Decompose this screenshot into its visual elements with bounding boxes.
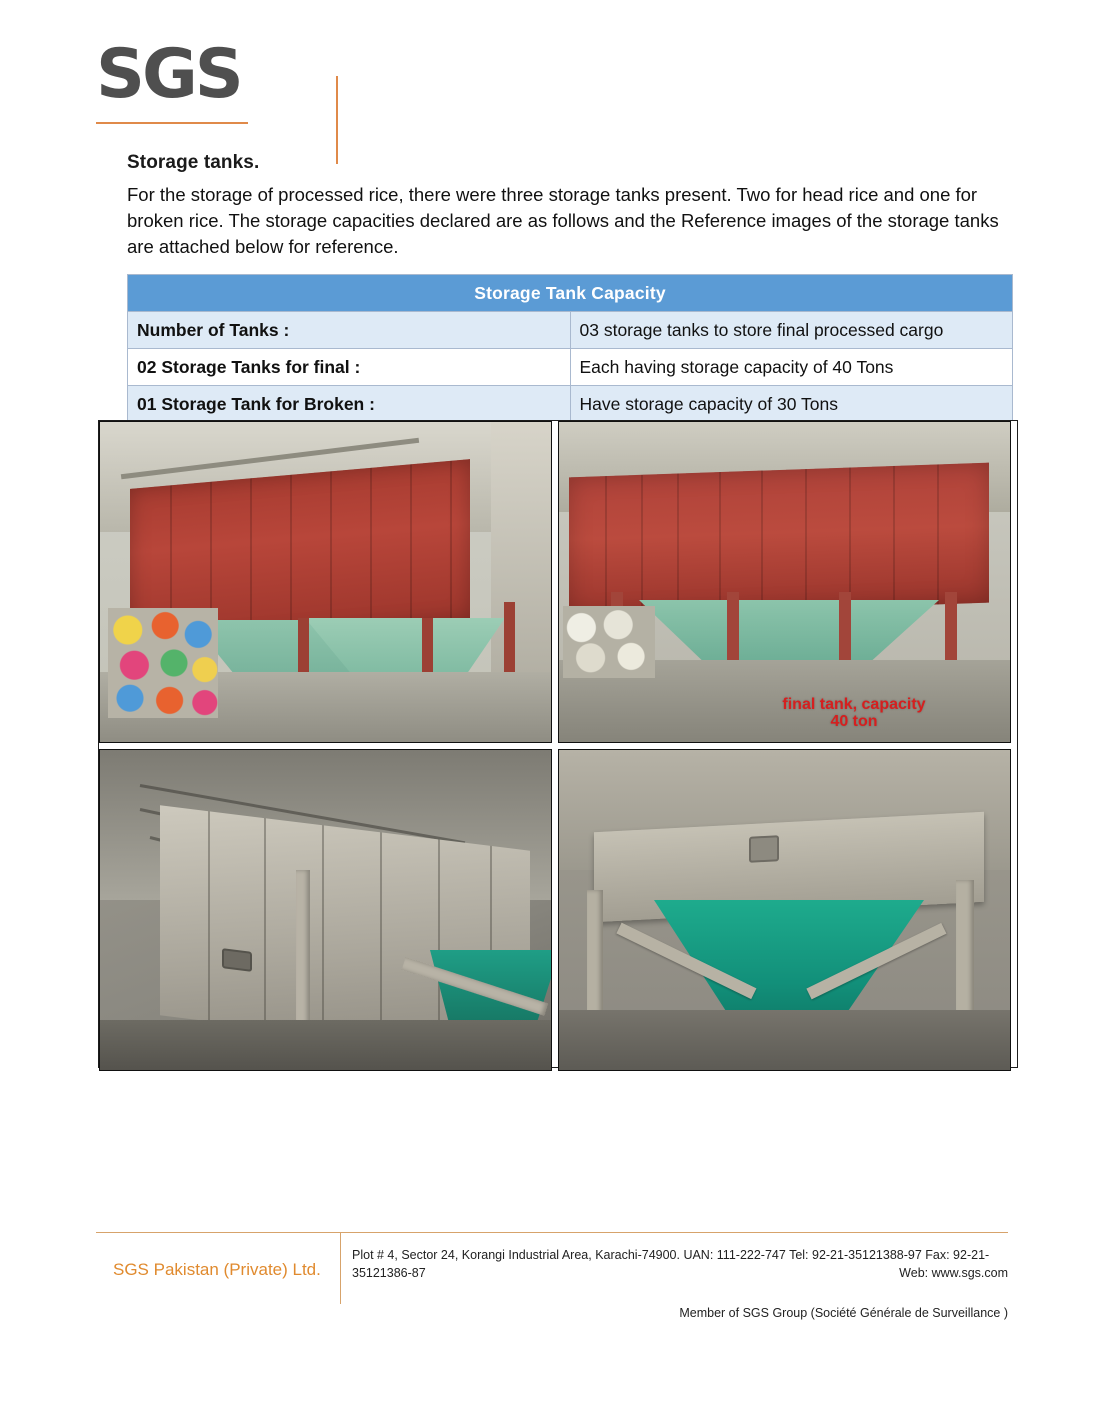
table-cell-label: 01 Storage Tank for Broken : (128, 386, 571, 423)
photo-red-storage-tank-left (99, 421, 552, 743)
footer-website: Web: www.sgs.com (899, 1266, 1008, 1280)
section-paragraph: For the storage of processed rice, there were three storage tanks present. Two for head rice and one for broken rice. The storage capacities declared are as follows and the Reference images of the storage tanks are attached below for reference. (127, 184, 999, 257)
sgs-logo-text: SGS (96, 35, 241, 114)
footer-membership-note: Member of SGS Group (Société Générale de Surveillance ) (679, 1306, 1008, 1320)
stacked-rice-sacks (563, 606, 655, 678)
table-cell-value: 03 storage tanks to store final processed cargo (570, 312, 1013, 349)
table-cell-value: Each having storage capacity of 40 Tons (570, 349, 1013, 386)
storage-tank-capacity-table (127, 274, 1013, 423)
warehouse-floor (559, 1010, 1010, 1070)
tank-inspection-hatch (222, 948, 252, 972)
page-footer (0, 1232, 1102, 1342)
photo-tank-underside-low-angle (99, 749, 552, 1071)
footer-divider (96, 1232, 1008, 1233)
document-content (127, 152, 1013, 423)
reference-images-grid (98, 420, 1018, 1068)
footer-vertical-divider (340, 1232, 341, 1304)
table-row (128, 312, 1013, 349)
photo-green-hopper-closeup (558, 749, 1011, 1071)
warehouse-floor (100, 1020, 551, 1070)
tank-inspection-hatch (749, 835, 779, 863)
photo-annotation-caption (729, 696, 979, 730)
footer-company-name: SGS Pakistan (Private) Ltd. (113, 1260, 321, 1279)
table-cell-value: Have storage capacity of 30 Tons (570, 386, 1013, 423)
table-header-cell: Storage Tank Capacity (128, 275, 1013, 312)
photo-red-storage-tank-right (558, 421, 1011, 743)
sgs-logo (96, 36, 346, 126)
caption-line-1: final tank, capacity (782, 696, 926, 713)
caption-line-2: 40 ton (830, 713, 878, 730)
table-header-row (128, 275, 1013, 312)
table-row (128, 386, 1013, 423)
table-row (128, 349, 1013, 386)
colored-rice-sacks (108, 608, 218, 718)
table-cell-label: 02 Storage Tanks for final : (128, 349, 571, 386)
section-title: Storage tanks. (127, 152, 260, 173)
table-cell-label: Number of Tanks : (128, 312, 571, 349)
logo-horizontal-rule (96, 122, 248, 124)
logo-vertical-rule (336, 76, 338, 164)
red-storage-tank-body (569, 463, 989, 618)
footer-address: Plot # 4, Sector 24, Korangi Industrial Area, Karachi-74900. UAN: 111-222-747 Tel: 92-21-35121388-97 Fax: 92-21-35121386-87 (352, 1248, 990, 1280)
